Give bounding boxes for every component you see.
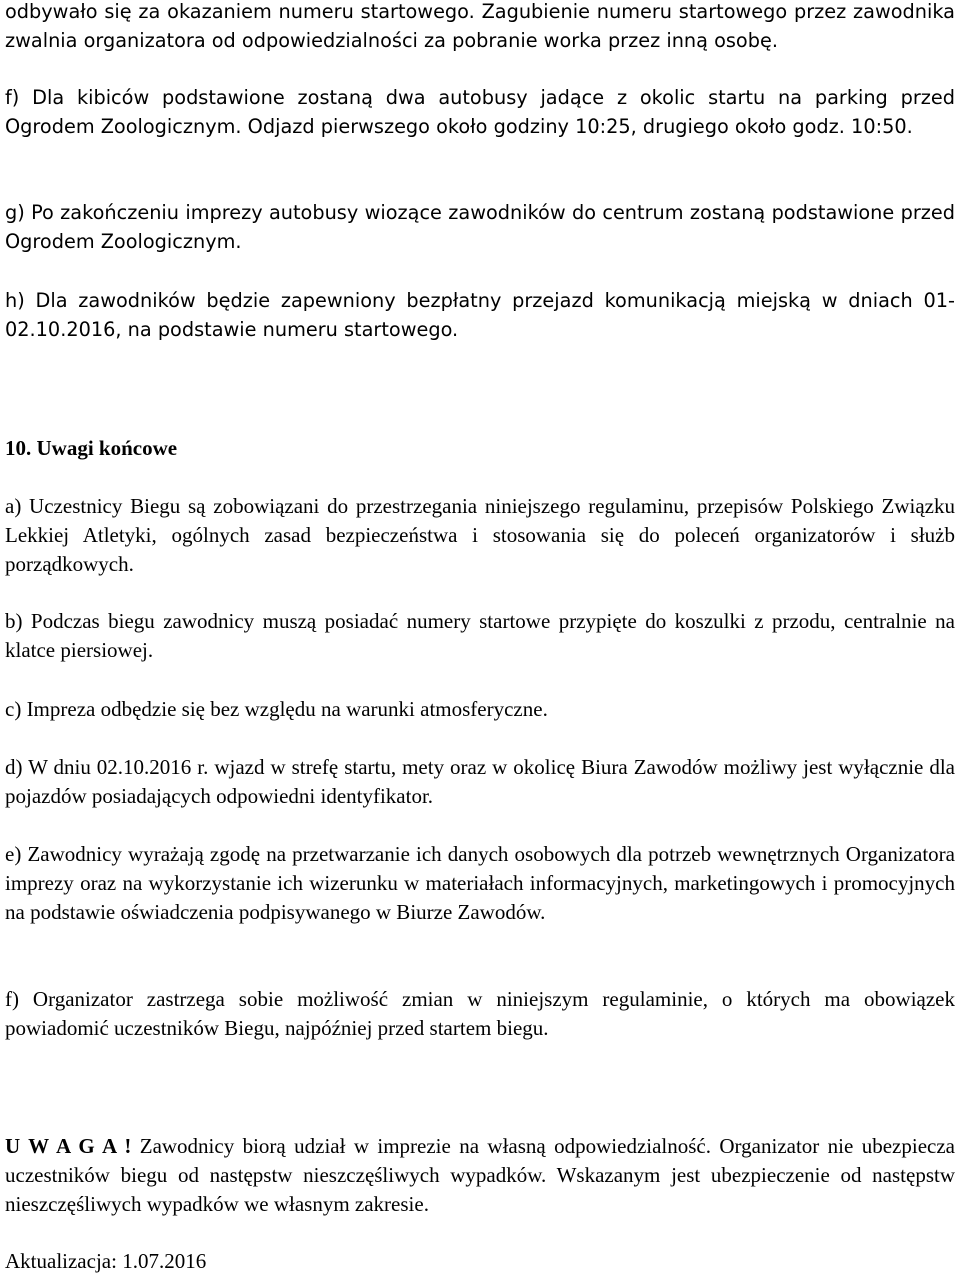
paragraph-f-regulation-changes: f) Organizator zastrzega sobie możliwość zmian w niniejszym regulaminie, o których ma obowiązek powiadomić uczestników Biegu, najpóźniej przed startem biegu. [5, 987, 955, 1040]
warning-paragraph [5, 1132, 955, 1219]
paragraph-h-free-transport: h) Dla zawodników będzie zapewniony bezpłatny przejazd komunikacją miejską w dniach 01-02.10.2016, na podstawie numeru startowego. [5, 289, 955, 341]
update-date: Aktualizacja: 1.07.2016 [5, 1249, 207, 1273]
paragraph-c-weather: c) Impreza odbędzie się bez względu na warunki atmosferyczne. [5, 697, 548, 721]
paragraph-d-vehicle-access: d) W dniu 02.10.2016 r. wjazd w strefę startu, mety oraz w okolicę Biura Zawodów możliwy jest wyłącznie dla pojazdów posiadających odpowiedni identyfikator. [5, 755, 955, 808]
section-heading-final-remarks: 10. Uwagi końcowe [5, 436, 178, 460]
paragraph-a-participant-obligations: a) Uczestnicy Biegu są zobowiązani do przestrzegania niniejszego regulaminu, przepisów Polskiego Związku Lekkiej Atletyki, ogólnych zasad bezpieczeństwa i stosowania się do poleceń organizatorów i służb porządkowych. [5, 494, 955, 576]
paragraph-b-start-numbers: b) Podczas biegu zawodnicy muszą posiadać numery startowe przypięte do koszulki z przodu, centralnie na klatce piersiowej. [5, 609, 955, 662]
paragraph-g-buses-after-event: g) Po zakończeniu imprezy autobusy wiozące zawodników do centrum zostaną podstawione przed Ogrodem Zoologicznym. [5, 201, 955, 253]
warning-label: U W A G A ! [5, 1134, 132, 1158]
paragraph-e-data-consent: e) Zawodnicy wyrażają zgodę na przetwarzanie ich danych osobowych dla potrzeb wewnętrznych Organizatora imprezy oraz na wykorzystanie ich wizerunku w materiałach informacyjnych, marketingowych i promocyjnych na podstawie oświadczenia podpisywanego w Biurze Zawodów. [5, 842, 955, 924]
warning-text: Zawodnicy biorą udział w imprezie na własną odpowiedzialność. Organizator nie ubezpiecza uczestników biegu od następstw nieszczęśliwych wypadków. Wskazanym jest ubezpieczenie od następstw nieszczęśliwych wypadków we własnym zakresie. [5, 1134, 955, 1216]
paragraph-continuation: odbywało się za okazaniem numeru startowego. Zagubienie numeru startowego przez zawodnika zwalnia organizatora od odpowiedzialności za pobranie worka przez inną osobę. [5, 0, 955, 52]
paragraph-f-buses-for-fans: f) Dla kibiców podstawione zostaną dwa autobusy jadące z okolic startu na parking przed Ogrodem Zoologicznym. Odjazd pierwszego około godziny 10:25, drugiego około godz. 10:50. [5, 86, 955, 138]
